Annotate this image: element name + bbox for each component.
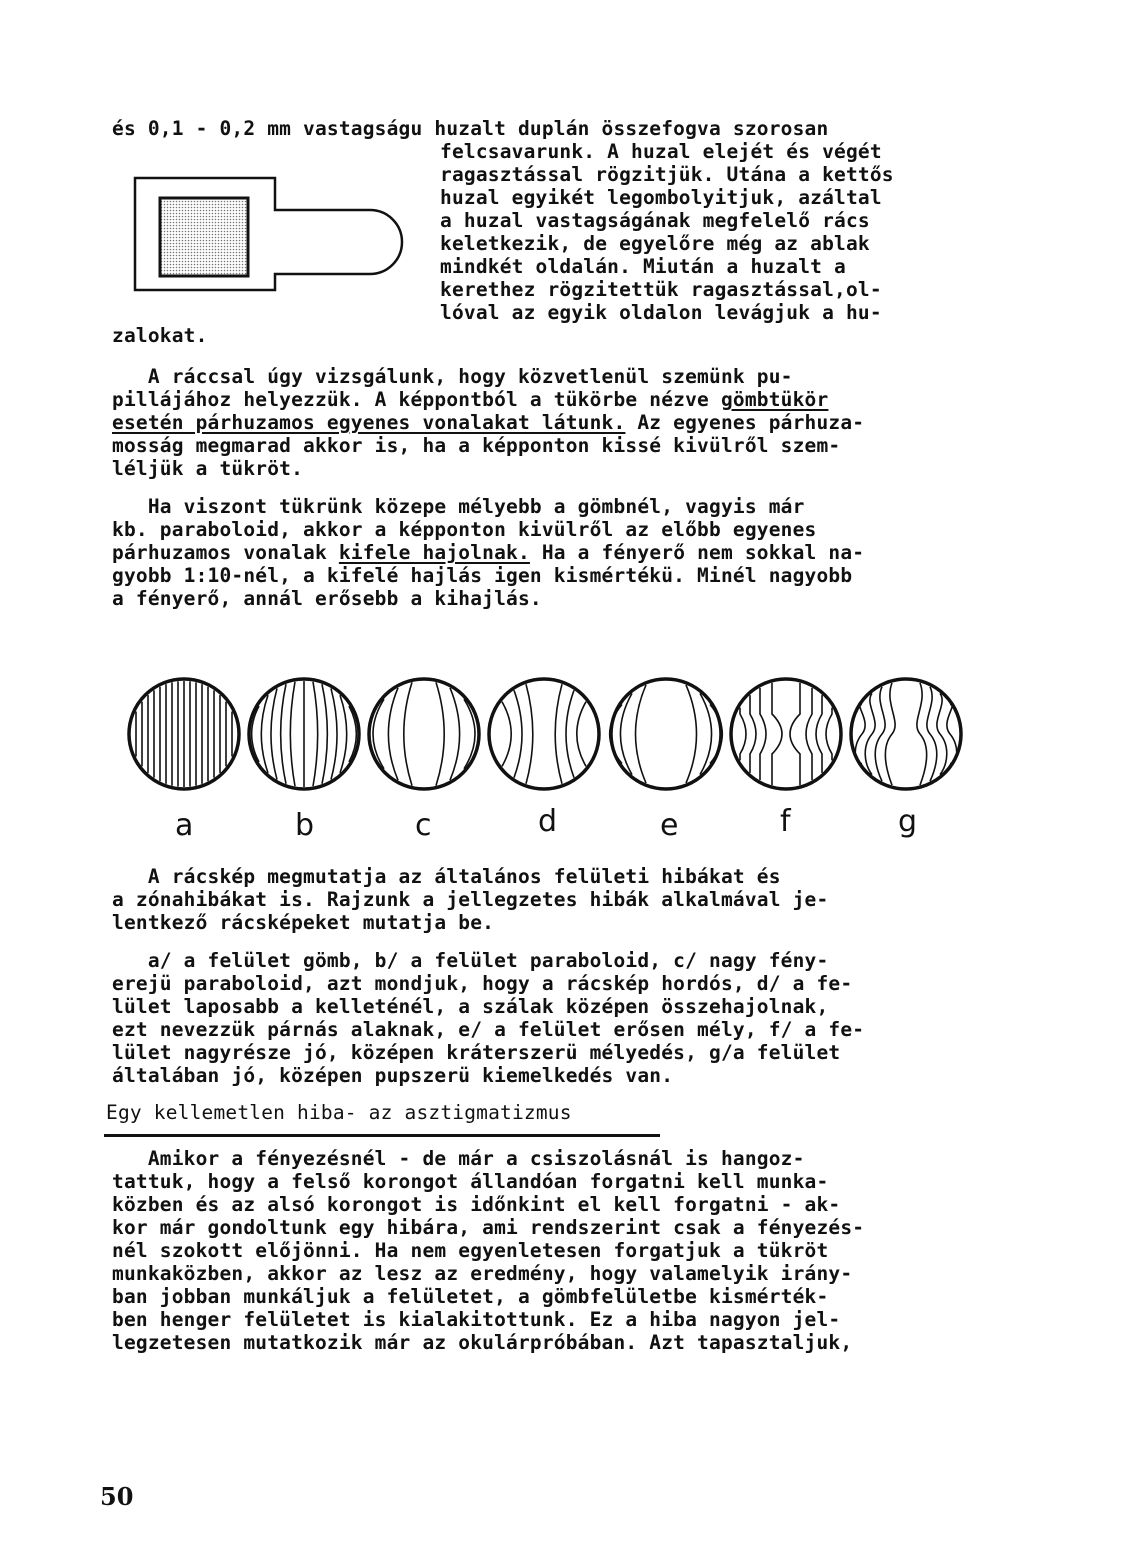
text-line: a huzal vastagságának megfelelő rács bbox=[440, 209, 870, 232]
text-line: zalokat. bbox=[112, 324, 208, 347]
text-line: közben és az alsó korongot is időnkint el kell forgatni - ak- bbox=[112, 1193, 841, 1216]
text-line: kor már gondoltunk egy hibára, ami rendszerint csak a fényezés- bbox=[112, 1216, 865, 1239]
text-line: ban jobban munkáljuk a felületet, a gömbfelületbe kismérték- bbox=[112, 1285, 829, 1308]
heading-rule bbox=[104, 1134, 660, 1137]
text-line: ben henger felületet is kialakitottunk. Ez a hiba nagyon jel- bbox=[112, 1308, 841, 1331]
text-span: párhuzamos vonalak bbox=[112, 541, 339, 564]
grid-line bbox=[322, 684, 327, 784]
text-line: ragasztással rögzitjük. Utána a kettős bbox=[440, 163, 894, 186]
text-line: tattuk, hogy a felső korongot állandóan forgatni kell munka- bbox=[112, 1170, 829, 1193]
figure-label-g: g bbox=[898, 804, 918, 839]
grid-line bbox=[436, 682, 444, 785]
text-line: legzetesen mutatkozik már az okulárpróbában. Azt tapasztaljuk, bbox=[112, 1331, 853, 1354]
figure-label-b: b bbox=[295, 808, 315, 843]
text-line: A ráccsal úgy vizsgálunk, hogy közvetlenül szemünk pu- bbox=[112, 365, 793, 388]
text-line: lóval az egyik oldalon levágjuk a hu- bbox=[440, 301, 882, 324]
figure-g bbox=[851, 679, 961, 789]
figure-f bbox=[731, 679, 841, 789]
grid-line bbox=[261, 695, 268, 773]
text-line: lület nagyrésze jó, középen kráterszerü mélyedés, g/a felület bbox=[112, 1041, 841, 1064]
text-line: huzal egyikét legombolyitjuk, azáltal bbox=[440, 186, 882, 209]
text-line: általában jó, középen pupszerü kiemelkedés van. bbox=[112, 1064, 674, 1087]
text-line: A rácskép megmutatja az általános felületi hibákat és bbox=[112, 865, 781, 888]
grid-line bbox=[927, 687, 937, 782]
grid-line bbox=[826, 708, 832, 761]
figure-a bbox=[129, 679, 239, 789]
text-line bbox=[112, 389, 828, 411]
grid-line bbox=[290, 682, 295, 786]
grid-line bbox=[865, 693, 875, 774]
underlined-text: kifele hajolnak. bbox=[338, 541, 530, 564]
grid-line bbox=[790, 683, 800, 785]
text-line: keletkezik, de egyelőre még az ablak bbox=[440, 232, 870, 255]
grid-line bbox=[577, 702, 586, 767]
grid-line bbox=[772, 683, 782, 785]
figure-b bbox=[249, 679, 359, 789]
text-line: mindkét oldalán. Miután a huzalt a bbox=[440, 255, 846, 278]
figure-label-c: c bbox=[415, 808, 432, 843]
text-line: gyobb 1:10-nél, a kifelé hajlás igen kismértékü. Minél nagyobb bbox=[112, 564, 853, 587]
grid-line bbox=[806, 688, 812, 780]
grid-line bbox=[388, 688, 398, 780]
text-span: Ha a fényerő nem sokkal na- bbox=[529, 541, 865, 564]
text-line: Amikor a fényezésnél - de már a csiszolásnál is hangoz- bbox=[112, 1147, 805, 1170]
text-line: erejü paraboloid, azt mondjuk, hogy a rácskép hordós, d/ a fe- bbox=[112, 972, 853, 995]
grid-line bbox=[404, 682, 412, 785]
text-span: Az egyenes párhuza- bbox=[625, 411, 865, 434]
text-line: a fényerő, annál erősebb a kihajlás. bbox=[112, 587, 542, 610]
grid-line bbox=[566, 690, 574, 777]
grid-line bbox=[281, 684, 286, 784]
grid-line bbox=[636, 685, 647, 783]
grid-line bbox=[514, 690, 522, 777]
underlined-text: gömbtükör bbox=[720, 388, 829, 411]
grid-line bbox=[885, 683, 895, 785]
grid-line bbox=[750, 695, 756, 773]
text-line: és 0,1 - 0,2 mm vastagságu huzalt duplán összefogva szorosan bbox=[112, 117, 829, 140]
grid-line bbox=[700, 693, 712, 774]
grid-line bbox=[450, 688, 460, 780]
grid-line bbox=[555, 684, 562, 784]
grid-frame-illustration bbox=[130, 170, 410, 300]
text-line: lület laposabb a kelleténél, a szálak középen összehajolnak, bbox=[112, 995, 829, 1018]
text-line: ezt nevezzük párnás alaknak, e/ a felület erősen mély, f/ a fe- bbox=[112, 1018, 865, 1041]
figure-label-f: f bbox=[780, 804, 791, 839]
text-line: léljük a tükröt. bbox=[112, 457, 304, 480]
section-heading: Egy kellemetlen hiba- az asztigmatizmus bbox=[106, 1101, 572, 1124]
grid-line bbox=[271, 688, 277, 779]
grid-line bbox=[526, 684, 533, 784]
grid-line bbox=[502, 702, 511, 767]
grid-line bbox=[740, 708, 746, 761]
text-line: kerethez rögzitettük ragasztással,ol- bbox=[440, 278, 882, 301]
grid-line bbox=[686, 685, 697, 783]
underlined-text: esetén párhuzamos egyenes vonalakat látunk. bbox=[112, 411, 626, 434]
text-line: lentkező rácsképeket mutatja be. bbox=[112, 911, 495, 934]
figure-label-a: a bbox=[175, 808, 194, 843]
figure-label-d: d bbox=[538, 804, 558, 839]
ronchi-figures bbox=[120, 670, 980, 800]
text-line: munkaközben, akkor az lesz az eredmény, hogy valamelyik irány- bbox=[112, 1262, 853, 1285]
grid-line bbox=[313, 682, 318, 786]
grid-line bbox=[760, 688, 766, 780]
grid-line bbox=[331, 688, 337, 779]
grid-line bbox=[937, 693, 947, 774]
text-line: Ha viszont tükrünk közepe mélyebb a gömbnél, vagyis már bbox=[112, 495, 805, 518]
figure-e bbox=[610, 679, 723, 789]
text-line bbox=[112, 412, 864, 434]
text-line: a/ a felület gömb, b/ a felület paraboloid, c/ nagy fény- bbox=[112, 949, 829, 972]
text-line: nél szokott előjönni. Ha nem egyenletesen forgatjuk a tükröt bbox=[112, 1239, 829, 1262]
text-line: kb. paraboloid, akkor a képponton kivülről az előbb egyenes bbox=[112, 518, 817, 541]
text-line bbox=[112, 542, 864, 564]
grid-line bbox=[340, 695, 347, 773]
grid-line bbox=[816, 695, 822, 773]
text-line: felcsavarunk. A huzal elejét és végét bbox=[440, 140, 882, 163]
grid-line bbox=[917, 683, 927, 785]
text-span: pillájához helyezzük. A képpontból a tükörbe nézve bbox=[112, 388, 721, 411]
figure-c bbox=[369, 679, 479, 789]
text-line: mosság megmarad akkor is, ha a képponton kissé kivülről szem- bbox=[112, 434, 841, 457]
page-number: 50 bbox=[100, 1482, 134, 1511]
figure-d bbox=[489, 679, 599, 789]
grid-line bbox=[620, 693, 632, 774]
figure-label-e: e bbox=[660, 808, 679, 843]
grid-line bbox=[875, 687, 885, 782]
text-line: a zónahibákat is. Rajzunk a jellegzetes hibák alkalmával je- bbox=[112, 888, 829, 911]
